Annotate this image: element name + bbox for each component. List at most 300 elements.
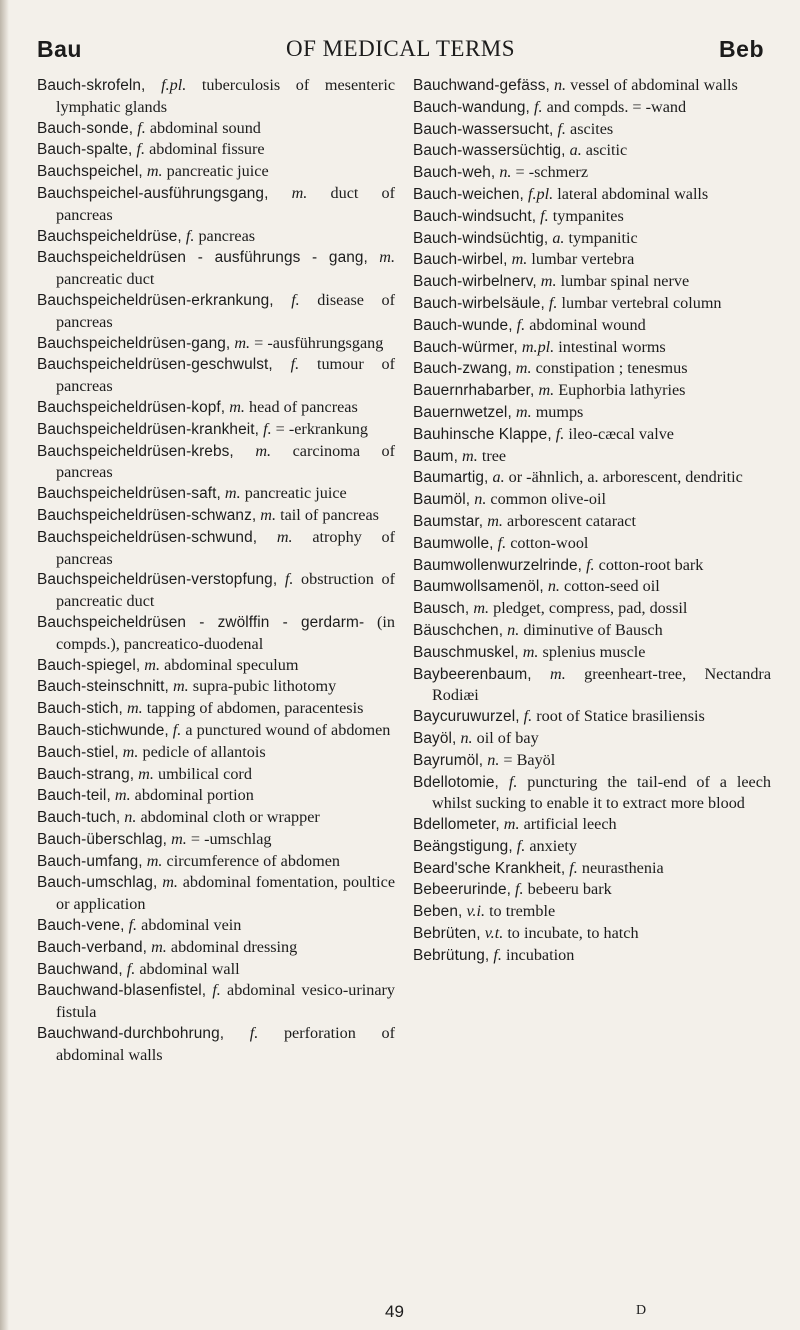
- entry-definition: artificial leech: [523, 815, 617, 834]
- entry-headword: Bauchspeicheldrüsen-krebs,: [37, 442, 234, 460]
- entry-definition: cotton-seed oil: [564, 577, 660, 596]
- entry-grammar: a.: [492, 468, 505, 487]
- dictionary-entry: [37, 807, 395, 829]
- entry-definition: ascitic: [585, 141, 628, 160]
- entry-definition: and compds. = -wand: [546, 97, 687, 116]
- entry-headword: Bauch-überschlag,: [37, 830, 168, 848]
- dictionary-entry: [413, 533, 771, 555]
- entry-headword: Bauch-wandung,: [413, 98, 530, 116]
- entry-headword: Baycuruwurzel,: [413, 708, 520, 726]
- entry-definition: vessel of abdominal walls: [570, 76, 738, 94]
- entry-headword: Baumwollenwurzelrinde,: [413, 556, 583, 574]
- entry-definition: abdominal wound: [529, 315, 646, 334]
- dictionary-entry: [37, 226, 395, 248]
- entry-headword: Bauch-umschlag,: [37, 874, 158, 892]
- entry-headword: Bauch-weichen,: [413, 185, 524, 203]
- dictionary-entry: [413, 489, 771, 511]
- entry-headword: Bauch-windsüchtig,: [413, 229, 549, 247]
- entry-grammar: m.: [146, 851, 163, 870]
- entry-definition: cotton-root bark: [598, 555, 704, 574]
- entry-headword: Bauch-wunde,: [413, 316, 513, 334]
- entry-headword: Bauchwand-blasenfistel,: [37, 982, 207, 1000]
- dictionary-entry: [413, 923, 771, 945]
- entry-grammar: n.: [547, 577, 560, 596]
- entry-grammar: m.: [234, 333, 251, 352]
- entry-grammar: f.: [249, 1024, 259, 1043]
- dictionary-entry: [37, 851, 395, 873]
- dictionary-entry: [413, 814, 771, 836]
- dictionary-entry: [413, 728, 771, 750]
- entry-definition: tympanitic: [568, 228, 638, 247]
- dictionary-entry: [37, 505, 395, 527]
- entry-headword: Baumwollsamenöl,: [413, 578, 544, 596]
- entry-headword: Bauch-tuch,: [37, 809, 121, 827]
- entry-definition: intestinal worms: [558, 337, 666, 356]
- dictionary-entry: [413, 446, 771, 468]
- entry-grammar: m.: [511, 250, 528, 269]
- entry-headword: Baumöl,: [413, 491, 471, 509]
- dictionary-entry: [37, 527, 395, 570]
- entry-headword: Baum,: [413, 447, 458, 465]
- entry-grammar: m.: [171, 829, 187, 848]
- page-edge-shadow: [0, 0, 9, 1330]
- entry-grammar: f.: [555, 424, 565, 443]
- entry-headword: Bauchspeicheldrüse,: [37, 227, 182, 245]
- entry-headword: Bauch-windsucht,: [413, 207, 537, 225]
- entry-headword: Bauchwand-gefäss,: [413, 77, 550, 94]
- dictionary-entry: [413, 271, 771, 293]
- entry-headword: Bauchwand-durchbohrung,: [37, 1025, 225, 1043]
- entry-grammar: m.: [522, 642, 539, 661]
- entry-grammar: m.pl.: [521, 337, 555, 356]
- dictionary-entry: [413, 642, 771, 664]
- dictionary-entry: [413, 380, 771, 402]
- dictionary-entry: [37, 937, 395, 959]
- entry-headword: Bauch-sonde,: [37, 119, 134, 137]
- entry-headword: Bäuschchen,: [413, 621, 504, 639]
- entry-grammar: f.pl.: [161, 76, 187, 94]
- entry-grammar: f.: [136, 140, 146, 159]
- entry-grammar: a.: [569, 141, 582, 160]
- dictionary-entry: [413, 402, 771, 424]
- entry-definition: pancreas: [198, 226, 256, 245]
- entry-grammar: n.: [487, 750, 500, 769]
- entry-definition: pledget, compress, pad, dossil: [493, 599, 688, 618]
- entry-headword: Bebrütung,: [413, 946, 490, 964]
- entry-grammar: f.: [291, 290, 300, 309]
- entry-grammar: f.: [212, 981, 221, 1000]
- entry-grammar: m.: [114, 786, 131, 805]
- entry-headword: Bauch-verband,: [37, 938, 148, 956]
- dictionary-entry: [413, 620, 771, 642]
- entry-headword: Bauchspeicheldrüsen-saft,: [37, 485, 221, 503]
- dictionary-entry: [413, 228, 771, 250]
- entry-headword: Bauch-stich,: [37, 700, 123, 718]
- entry-definition: = -ausführungsgang: [254, 333, 384, 352]
- entry-grammar: m.: [122, 742, 139, 761]
- entry-definition: abdominal vein: [141, 916, 242, 935]
- entry-definition: circumference of abdomen: [166, 851, 341, 870]
- dictionary-entry: [37, 980, 395, 1023]
- entry-definition: lateral abdominal walls: [557, 184, 709, 203]
- dictionary-entry: [413, 119, 771, 141]
- entry-headword: Bauch-zwang,: [413, 360, 512, 378]
- entry-headword: Beard'sche Krankheit,: [413, 859, 566, 877]
- dictionary-entry: [37, 612, 395, 655]
- entry-headword: Beben,: [413, 903, 463, 921]
- entry-grammar: f.: [493, 945, 502, 964]
- entry-grammar: m.: [229, 397, 245, 416]
- entry-definition: to incubate, to hatch: [507, 924, 639, 943]
- dictionary-entry: [413, 467, 771, 489]
- dictionary-entry: [413, 162, 771, 184]
- entry-grammar: n.: [507, 620, 520, 639]
- entry-grammar: m.: [462, 446, 478, 465]
- dictionary-entry: [413, 598, 771, 620]
- entry-grammar: n.: [499, 163, 512, 182]
- entry-grammar: f.: [508, 772, 518, 791]
- entry-headword: Baybeerenbaum,: [413, 665, 532, 683]
- entry-grammar: f.: [172, 720, 182, 739]
- entry-grammar: f.: [284, 570, 294, 589]
- dictionary-entry: [37, 720, 395, 742]
- entry-headword: Bauchspeichel,: [37, 163, 143, 181]
- entry-headword: Bauch-skrofeln,: [37, 77, 146, 94]
- entry-definition: or -ähnlich, a. arborescent, dendritic: [508, 468, 743, 487]
- dictionary-entry: [37, 333, 395, 355]
- dictionary-entry: [37, 872, 395, 915]
- entry-headword: Bauch-umfang,: [37, 852, 143, 870]
- dictionary-entry: [37, 397, 395, 419]
- dictionary-entry: [413, 140, 771, 162]
- entry-grammar: m.: [144, 655, 161, 674]
- entry-headword: Bauchspeicheldrüsen-kopf,: [37, 398, 226, 416]
- entry-grammar: v.t.: [484, 924, 504, 943]
- entry-headword: Bauchspeicheldrüsen-verstopfung,: [37, 571, 278, 589]
- entry-definition: obstruction of pancreatic duct: [56, 570, 395, 611]
- dictionary-column-right: [413, 75, 771, 967]
- entry-definition: disease of pancreas: [56, 290, 395, 331]
- entry-headword: Beängstigung,: [413, 837, 513, 855]
- entry-definition: arborescent cataract: [507, 511, 636, 530]
- dictionary-entry: [37, 698, 395, 720]
- entry-definition: = -umschlag: [190, 829, 272, 848]
- entry-grammar: f.: [516, 315, 526, 334]
- entry-grammar: m.: [162, 873, 178, 892]
- dictionary-entry: [413, 511, 771, 533]
- entry-definition: common olive-oil: [490, 490, 606, 509]
- entry-headword: Bausch,: [413, 600, 470, 618]
- entry-headword: Bauch-spiegel,: [37, 656, 141, 674]
- entry-grammar: f.: [128, 916, 138, 935]
- signature-mark: D: [636, 1303, 647, 1318]
- entry-grammar: m.: [515, 359, 532, 378]
- dictionary-entry: [413, 772, 771, 815]
- entry-headword: Bauchspeicheldrüsen-krankheit,: [37, 420, 260, 438]
- dictionary-entry: [37, 75, 395, 118]
- entry-definition: tail of pancreas: [280, 505, 379, 524]
- entry-grammar: v.i.: [466, 902, 486, 921]
- entry-definition: incubation: [505, 945, 575, 964]
- dictionary-entry: [413, 836, 771, 858]
- dictionary-entry: [37, 569, 395, 612]
- dictionary-entry: [37, 161, 395, 183]
- dictionary-entry: [413, 249, 771, 271]
- entry-definition: (in compds.), pancreatico-duodenal: [56, 612, 395, 653]
- dictionary-entry: [37, 959, 395, 981]
- dictionary-entry: [413, 358, 771, 380]
- entry-definition: pancreatic juice: [244, 484, 347, 503]
- entry-grammar: f.: [557, 119, 566, 138]
- entry-headword: Bauch-weh,: [413, 164, 496, 182]
- entry-definition: abdominal wall: [139, 959, 240, 978]
- entry-headword: Bauchspeicheldrüsen - zwölffin - gerdarm-: [37, 613, 365, 631]
- entry-headword: Bdellotomie,: [413, 773, 499, 791]
- entry-headword: Bauch-würmer,: [413, 338, 518, 356]
- entry-headword: Bauernwetzel,: [413, 403, 512, 421]
- dictionary-entry: [37, 655, 395, 677]
- entry-grammar: m.: [260, 505, 277, 524]
- entry-definition: tumour of pancreas: [56, 355, 395, 396]
- entry-headword: Bauchspeichel-ausführungsgang,: [37, 184, 269, 202]
- entry-headword: Bauch-spalte,: [37, 141, 133, 159]
- dictionary-entry: [37, 139, 395, 161]
- entry-grammar: m.: [138, 764, 154, 783]
- entry-grammar: f.: [185, 226, 195, 245]
- dictionary-entry: [413, 75, 771, 97]
- dictionary-entry: [37, 764, 395, 786]
- running-header: [37, 36, 764, 66]
- entry-grammar: n.: [474, 490, 487, 509]
- dictionary-entry: [37, 676, 395, 698]
- dictionary-entry: [413, 337, 771, 359]
- entry-headword: Bauch-wirbel,: [413, 251, 508, 269]
- dictionary-entry: [37, 915, 395, 937]
- entry-definition: lumbar vertebra: [531, 250, 635, 269]
- entry-definition: head of pancreas: [249, 397, 358, 416]
- entry-definition: abdominal vesico-urinary fistula: [56, 981, 396, 1022]
- entry-definition: oil of bay: [476, 728, 539, 747]
- entry-grammar: m.: [503, 815, 520, 834]
- dictionary-entry: [37, 290, 395, 333]
- dictionary-entry: [413, 879, 771, 901]
- entry-definition: pedicle of allantois: [142, 742, 266, 761]
- entry-grammar: f.: [263, 419, 272, 438]
- dictionary-entry: [413, 750, 771, 772]
- dictionary-entry: [413, 706, 771, 728]
- entry-definition: root of Statice brasiliensis: [536, 707, 705, 726]
- entry-definition: splenius muscle: [542, 642, 646, 661]
- entry-headword: Baumwolle,: [413, 534, 494, 552]
- entry-grammar: f.: [137, 118, 146, 137]
- entry-definition: pancreatic juice: [166, 162, 269, 181]
- entry-definition: supra-pubic lithotomy: [192, 677, 337, 696]
- entry-definition: greenheart-tree, Nectandra Rodiæi: [432, 664, 771, 705]
- entry-grammar: f.: [523, 707, 533, 726]
- entry-headword: Bebrüten,: [413, 925, 481, 943]
- entry-grammar: m.: [538, 381, 555, 400]
- entry-definition: atrophy of pancreas: [56, 527, 396, 568]
- entry-headword: Bayöl,: [413, 729, 457, 747]
- dictionary-entry: [37, 419, 395, 441]
- entry-grammar: m.: [473, 599, 490, 618]
- entry-definition: perforation of abdominal walls: [56, 1024, 395, 1064]
- dictionary-entry: [413, 293, 771, 315]
- entry-definition: abdominal cloth or wrapper: [140, 808, 320, 827]
- entry-grammar: m.: [146, 162, 163, 181]
- header-guide-word-last: Beb: [719, 36, 764, 62]
- entry-definition: constipation ; tenesmus: [535, 359, 688, 378]
- entry-grammar: a.: [552, 228, 565, 247]
- entry-definition: carcinoma of pancreas: [56, 441, 395, 482]
- entry-grammar: m.: [515, 402, 532, 421]
- entry-headword: Bauch-stichwunde,: [37, 721, 169, 739]
- entry-headword: Bdellometer,: [413, 816, 500, 834]
- entry-grammar: f.: [586, 555, 595, 574]
- entry-grammar: m.: [487, 511, 503, 530]
- entry-grammar: f.: [290, 355, 300, 374]
- entry-grammar: m.: [126, 699, 143, 718]
- entry-headword: Bauch-wirbelsäule,: [413, 294, 545, 312]
- dictionary-entry: [413, 315, 771, 337]
- entry-grammar: m.: [255, 441, 272, 460]
- entry-grammar: f.: [515, 880, 524, 899]
- dictionary-entry: [413, 858, 771, 880]
- dictionary-entry: [37, 441, 395, 484]
- entry-definition: mumps: [535, 402, 584, 421]
- entry-headword: Bauernrhabarber,: [413, 382, 535, 400]
- entry-headword: Bauch-steinschnitt,: [37, 678, 169, 696]
- entry-definition: duct of pancreas: [56, 183, 395, 224]
- entry-definition: diminutive of Bausch: [523, 620, 663, 639]
- entry-definition: puncturing the tail-end of a leech whilst sucking to enable it to extract more blood: [432, 772, 772, 813]
- entry-definition: pancreatic duct: [56, 270, 155, 289]
- dictionary-entry: [37, 354, 395, 397]
- entry-headword: Bauchspeicheldrüsen-geschwulst,: [37, 356, 273, 374]
- entry-headword: Bauchspeicheldrüsen - ausführungs - gang,: [37, 249, 368, 267]
- entry-definition: anxiety: [529, 836, 578, 855]
- dictionary-entry: [413, 206, 771, 228]
- entry-grammar: m.: [379, 248, 396, 267]
- dictionary-entry: [413, 424, 771, 446]
- dictionary-entry: [37, 183, 395, 226]
- entry-definition: = -erkrankung: [275, 419, 368, 438]
- entry-grammar: m.: [291, 183, 308, 202]
- entry-headword: Baumartig,: [413, 469, 489, 487]
- dictionary-entry: [413, 901, 771, 923]
- entry-definition: lumbar vertebral column: [561, 293, 722, 312]
- dictionary-entry: [37, 742, 395, 764]
- entry-grammar: f.pl.: [527, 184, 554, 203]
- entry-definition: ascites: [570, 119, 614, 138]
- entry-definition: abdominal dressing: [170, 937, 298, 956]
- entry-headword: Bebeerurinde,: [413, 881, 511, 899]
- entry-grammar: n.: [460, 728, 473, 747]
- entry-grammar: m.: [172, 677, 189, 696]
- entry-headword: Baumstar,: [413, 512, 484, 530]
- entry-grammar: f.: [497, 533, 507, 552]
- dictionary-entry: [413, 97, 771, 119]
- entry-grammar: m.: [540, 272, 557, 291]
- entry-definition: abdominal portion: [134, 786, 254, 805]
- entry-grammar: m.: [151, 937, 167, 956]
- entry-headword: Bauchwand,: [37, 960, 123, 978]
- entry-definition: bebeeru bark: [527, 880, 612, 899]
- entry-definition: = -schmerz: [515, 163, 589, 182]
- entry-definition: neurasthenia: [581, 858, 664, 877]
- entry-definition: abdominal fomentation, poultice or application: [56, 873, 396, 914]
- entry-grammar: m.: [276, 527, 293, 546]
- entry-headword: Bauschmuskel,: [413, 643, 519, 661]
- dictionary-entry: [37, 483, 395, 505]
- dictionary-entry: [37, 247, 395, 290]
- entry-definition: = Bayöl: [503, 750, 556, 769]
- dictionary-entry: [37, 118, 395, 140]
- entry-definition: to tremble: [489, 902, 556, 921]
- dictionary-column-left: [37, 75, 395, 1066]
- entry-headword: Bauch-wassersüchtig,: [413, 142, 566, 160]
- entry-definition: tapping of abdomen, paracentesis: [146, 699, 364, 718]
- entry-grammar: f.: [533, 97, 543, 116]
- entry-definition: abdominal sound: [149, 118, 261, 137]
- entry-headword: Bauch-wassersucht,: [413, 120, 554, 138]
- entry-headword: Bauchspeicheldrüsen-schwund,: [37, 528, 258, 546]
- entry-definition: a punctured wound of abdomen: [185, 720, 391, 739]
- entry-grammar: m.: [550, 664, 566, 683]
- header-title: OF MEDICAL TERMS: [285, 36, 516, 61]
- dictionary-entry: [413, 945, 771, 967]
- entry-headword: Bayrumöl,: [413, 751, 484, 769]
- entry-headword: Bauchspeicheldrüsen-erkrankung,: [37, 291, 274, 309]
- entry-grammar: f.: [516, 836, 526, 855]
- dictionary-entry: [37, 785, 395, 807]
- entry-headword: Bauch-vene,: [37, 917, 125, 935]
- entry-definition: tree: [481, 446, 507, 465]
- entry-definition: Euphorbia lathyries: [558, 381, 686, 400]
- header-guide-word-first: Bau: [37, 36, 82, 62]
- entry-grammar: m.: [224, 484, 241, 503]
- entry-definition: umbilical cord: [157, 764, 252, 783]
- entry-headword: Bauhinsche Klappe,: [413, 425, 552, 443]
- entry-grammar: f.: [540, 206, 549, 225]
- entry-grammar: f.: [126, 959, 136, 978]
- entry-definition: cotton-wool: [510, 533, 589, 552]
- dictionary-entry: [37, 829, 395, 851]
- entry-headword: Bauch-stiel,: [37, 743, 119, 761]
- entry-headword: Bauch-teil,: [37, 787, 111, 805]
- entry-definition: lumbar spinal nerve: [560, 272, 690, 291]
- entry-definition: tympanites: [552, 206, 624, 225]
- entry-definition: ileo-cæcal valve: [568, 424, 674, 443]
- entry-grammar: f.: [548, 293, 558, 312]
- dictionary-entry: [413, 664, 771, 707]
- entry-headword: Bauchspeicheldrüsen-schwanz,: [37, 506, 257, 524]
- page-number: 49: [385, 1302, 404, 1321]
- dictionary-entry: [413, 184, 771, 206]
- entry-definition: tuberculosis of mesenteric lymphatic glands: [56, 76, 395, 116]
- entry-grammar: f.: [569, 858, 578, 877]
- dictionary-entry: [413, 555, 771, 577]
- entry-grammar: n.: [124, 808, 137, 827]
- entry-headword: Bauch-strang,: [37, 765, 135, 783]
- entry-headword: Bauch-wirbelnerv,: [413, 273, 537, 291]
- entry-grammar: n.: [553, 76, 567, 94]
- entry-definition: abdominal speculum: [164, 655, 299, 674]
- entry-headword: Bauchspeicheldrüsen-gang,: [37, 334, 231, 352]
- dictionary-entry: [413, 576, 771, 598]
- dictionary-entry: [37, 1023, 395, 1066]
- entry-definition: abdominal fissure: [149, 140, 265, 159]
